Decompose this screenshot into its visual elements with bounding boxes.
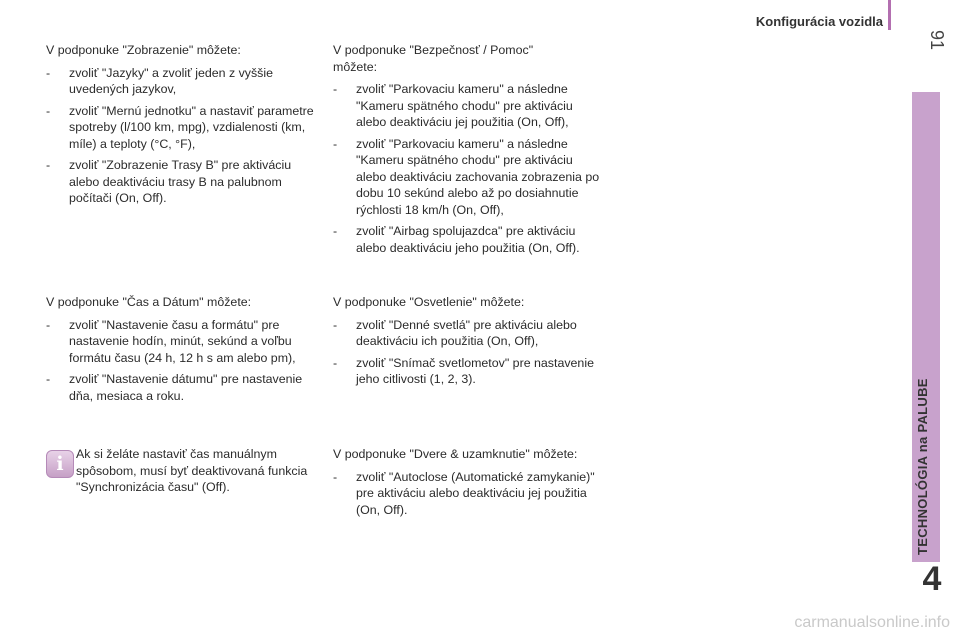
section-intro: V podponuke "Zobrazenie" môžete: xyxy=(46,43,241,57)
list-item: - zvoliť "Airbag spolujazdca" pre aktiváciu alebo deaktiváciu jeho použitia (On, Off). xyxy=(333,224,580,255)
list-item: - zvoliť "Parkovaciu kameru" a následne "Kameru spätného chodu" pre aktiváciu alebo deaktiváciu jej použitia (On, Off), xyxy=(333,82,573,129)
option-list xyxy=(333,81,605,256)
option-list xyxy=(333,469,605,519)
section-cas-a-datum xyxy=(46,294,316,409)
list-item: - zvoliť "Autoclose (Automatické zamykanie)" pre aktiváciu alebo deaktiváciu jej použitia (On, Off). xyxy=(333,469,595,517)
option-list xyxy=(333,317,605,388)
list-item: - zvoliť "Parkovaciu kameru" a následne "Kameru spätného chodu" pre aktiváciu alebo deaktiváciu zachovania zobrazenia po dobu 10 sekúnd alebo až po dosiahnutie rýchlosti 18 km/h (On, Off), xyxy=(333,136,600,217)
section-intro: V podponuke "Dvere & uzamknutie" môžete: xyxy=(333,447,578,461)
page-header-title: Konfigurácia vozidla xyxy=(755,14,883,29)
side-tab-margin xyxy=(940,92,960,640)
option-list xyxy=(46,317,316,405)
list-item: - zvoliť "Snímač svetlometov" pre nastavenie jeho citlivosti (1, 2, 3). xyxy=(333,355,594,386)
section-osvetlenie xyxy=(333,294,605,393)
list-item: - zvoliť "Jazyky" a zvoliť jeden z vyššie uvedených jazykov, xyxy=(46,65,274,96)
list-item: - zvoliť "Denné svetlá" pre aktiváciu alebo deaktiváciu ich použitia (On, Off), xyxy=(333,317,577,348)
watermark: carmanualsonline.info xyxy=(794,614,950,631)
info-note-text: Ak si želáte nastaviť čas manuálnym spôsobom, musí byť deaktivovaná funkcia "Synchronizácia času" (Off). xyxy=(76,447,308,494)
section-intro: V podponuke "Osvetlenie" môžete: xyxy=(333,295,525,309)
info-icon: i xyxy=(46,450,74,478)
section-bezpecnost xyxy=(333,42,605,261)
chapter-number: 4 xyxy=(922,560,942,598)
list-item: - zvoliť "Mernú jednotku" a nastaviť parametre spotreby (l/100 km, mpg), vzdialenosti (km, míle) a teploty (°C, °F), xyxy=(46,103,314,151)
list-item: - zvoliť "Nastavenie dátumu" pre nastavenie dňa, mesiaca a roku. xyxy=(46,372,303,403)
section-dvere xyxy=(333,446,605,523)
section-zobrazenie xyxy=(46,42,316,212)
header-accent-bar xyxy=(888,0,891,30)
page-number: 91 xyxy=(927,30,947,51)
list-item: - zvoliť "Zobrazenie Trasy B" pre aktiváciu alebo deaktiváciu trasy B na palubnom počítači (On, Off). xyxy=(46,158,292,205)
section-intro: V podponuke "Čas a Dátum" môžete: xyxy=(46,295,252,309)
list-item: - zvoliť "Nastavenie času a formátu" pre nastavenie hodín, minút, sekúnd a voľbu formátu času (24 h, 12 h s am alebo pm), xyxy=(46,317,296,365)
option-list xyxy=(46,65,316,207)
section-label: TECHNOLÓGIA na PALUBE xyxy=(915,378,930,555)
section-intro: V podponuke "Bezpečnosť / Pomoc" môžete: xyxy=(333,43,534,74)
